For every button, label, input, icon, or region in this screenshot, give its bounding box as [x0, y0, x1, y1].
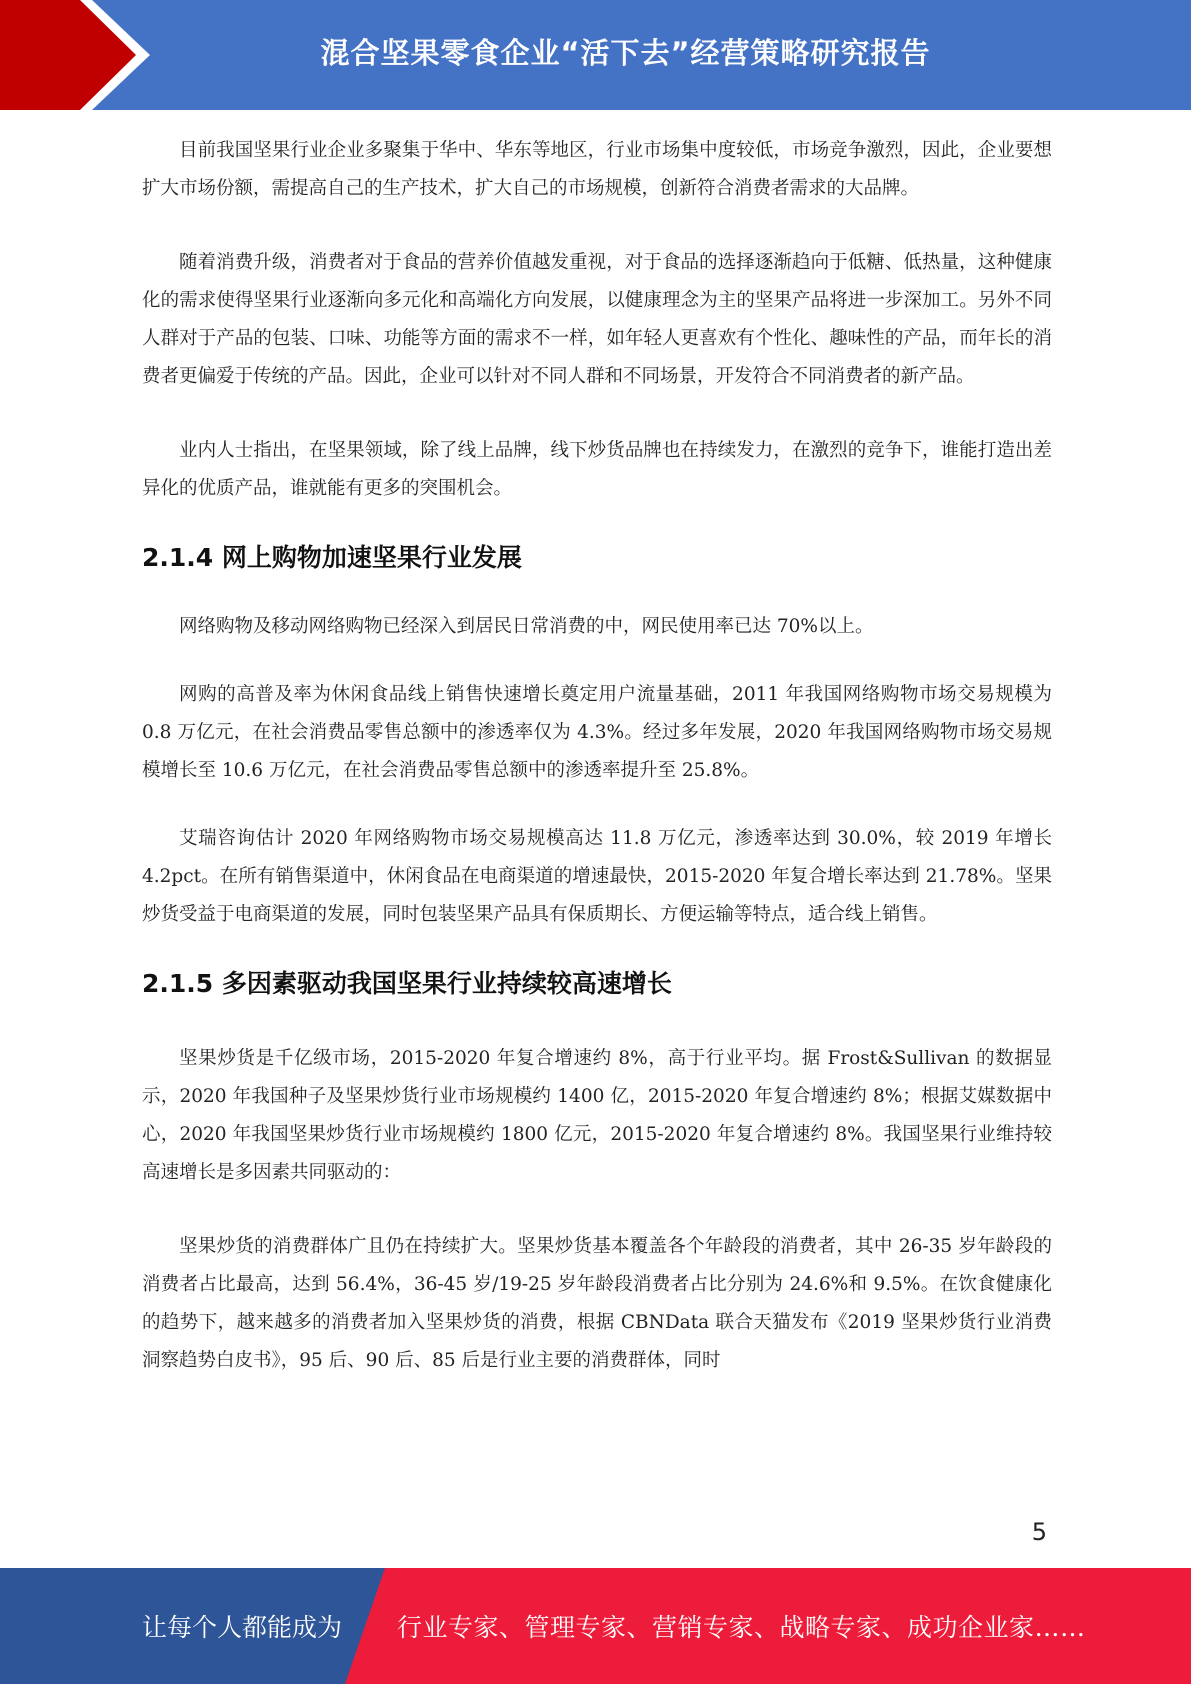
section-heading-2-1-5: 2.1.5 多因素驱动我国坚果行业持续较高速增长 — [142, 969, 672, 998]
paragraph: 业内人士指出，在坚果领域，除了线上品牌，线下炒货品牌也在持续发力，在激烈的竞争下，谁能打造出差异化的优质产品，谁就能有更多的突围机会。 — [142, 440, 1052, 499]
paragraph: 目前我国坚果行业企业多聚集于华中、华东等地区，行业市场集中度较低，市场竞争激烈，因此，企业要想扩大市场份额，需提高自己的生产技术，扩大自己的市场规模，创新符合消费者需求的大品牌。 — [142, 140, 1052, 199]
paragraph: 随着消费升级，消费者对于食品的营养价值越发重视，对于食品的选择逐渐趋向于低糖、低热量，这种健康化的需求使得坚果行业逐渐向多元化和高端化方向发展，以健康理念为主的坚果产品将进一步深加工。另外不同人群对于产品的包装、口味、功能等方面的需求不一样，如年轻人更喜欢有个性化、趣味性的产品，而年长的消费者更偏爱于传统的产品。因此，企业可以针对不同人群和不同场景，开发符合不同消费者的新产品。 — [142, 252, 1052, 387]
page-header — [0, 0, 1191, 110]
paragraph: 坚果炒货的消费群体广且仍在持续扩大。坚果炒货基本覆盖各个年龄段的消费者，其中 26-35 岁年龄段的消费者占比最高，达到 56.4%，36-45 岁/19-25 岁年龄段消费者占比分别为 24.6%和 9.5%。在饮食健康化的趋势下，越来越多的消费者加入坚果炒货的消费，根据 CBNData 联合天猫发布《2019 坚果炒货行业消费洞察趋势白皮书》，95 后、90 后、85 后是行业主要的消费群体，同时 — [142, 1236, 1052, 1371]
page-number: 5 — [1031, 1518, 1047, 1546]
page-body — [142, 132, 1052, 1380]
paragraph: 网购的高普及率为休闲食品线上销售快速增长奠定用户流量基础，2011 年我国网络购物市场交易规模为 0.8 万亿元，在社会消费品零售总额中的渗透率仅为 4.3%。经过多年发展，2020 年我国网络购物市场交易规模增长至 10.6 万亿元，在社会消费品零售总额中的渗透率提升至 25.8%。 — [142, 684, 1052, 781]
paragraph: 坚果炒货是千亿级市场，2015-2020 年复合增速约 8%，高于行业平均。据 Frost&Sullivan 的数据显示，2020 年我国种子及坚果炒货行业市场规模约 1400 亿，2015-2020 年复合增速约 8%；根据艾媒数据中心，2020 年我国坚果炒货行业市场规模约 1800 亿元，2015-2020 年复合增速约 8%。我国坚果行业维持较高速增长是多因素共同驱动的： — [142, 1048, 1052, 1183]
page-footer — [0, 1568, 1191, 1684]
footer-slogan-left: 让每个人都能成为 — [142, 1613, 343, 1642]
report-title: 混合坚果零食企业“活下去”经营策略研究报告 — [320, 35, 931, 70]
paragraph: 艾瑞咨询估计 2020 年网络购物市场交易规模高达 11.8 万亿元，渗透率达到 30.0%，较 2019 年增长 4.2pct。在所有销售渠道中，休闲食品在电商渠道的增速最快，2015-2020 年复合增长率达到 21.78%。坚果炒货受益于电商渠道的发展，同时包装坚果产品具有保质期长、方便运输等特点，适合线上销售。 — [142, 828, 1052, 925]
paragraph: 网络购物及移动网络购物已经深入到居民日常消费的中，网民使用率已达 70%以上。 — [179, 616, 874, 637]
footer-slogan-right: 行业专家、管理专家、营销专家、战略专家、成功企业家…… — [397, 1613, 1086, 1642]
section-heading-2-1-4: 2.1.4 网上购物加速坚果行业发展 — [142, 543, 522, 572]
